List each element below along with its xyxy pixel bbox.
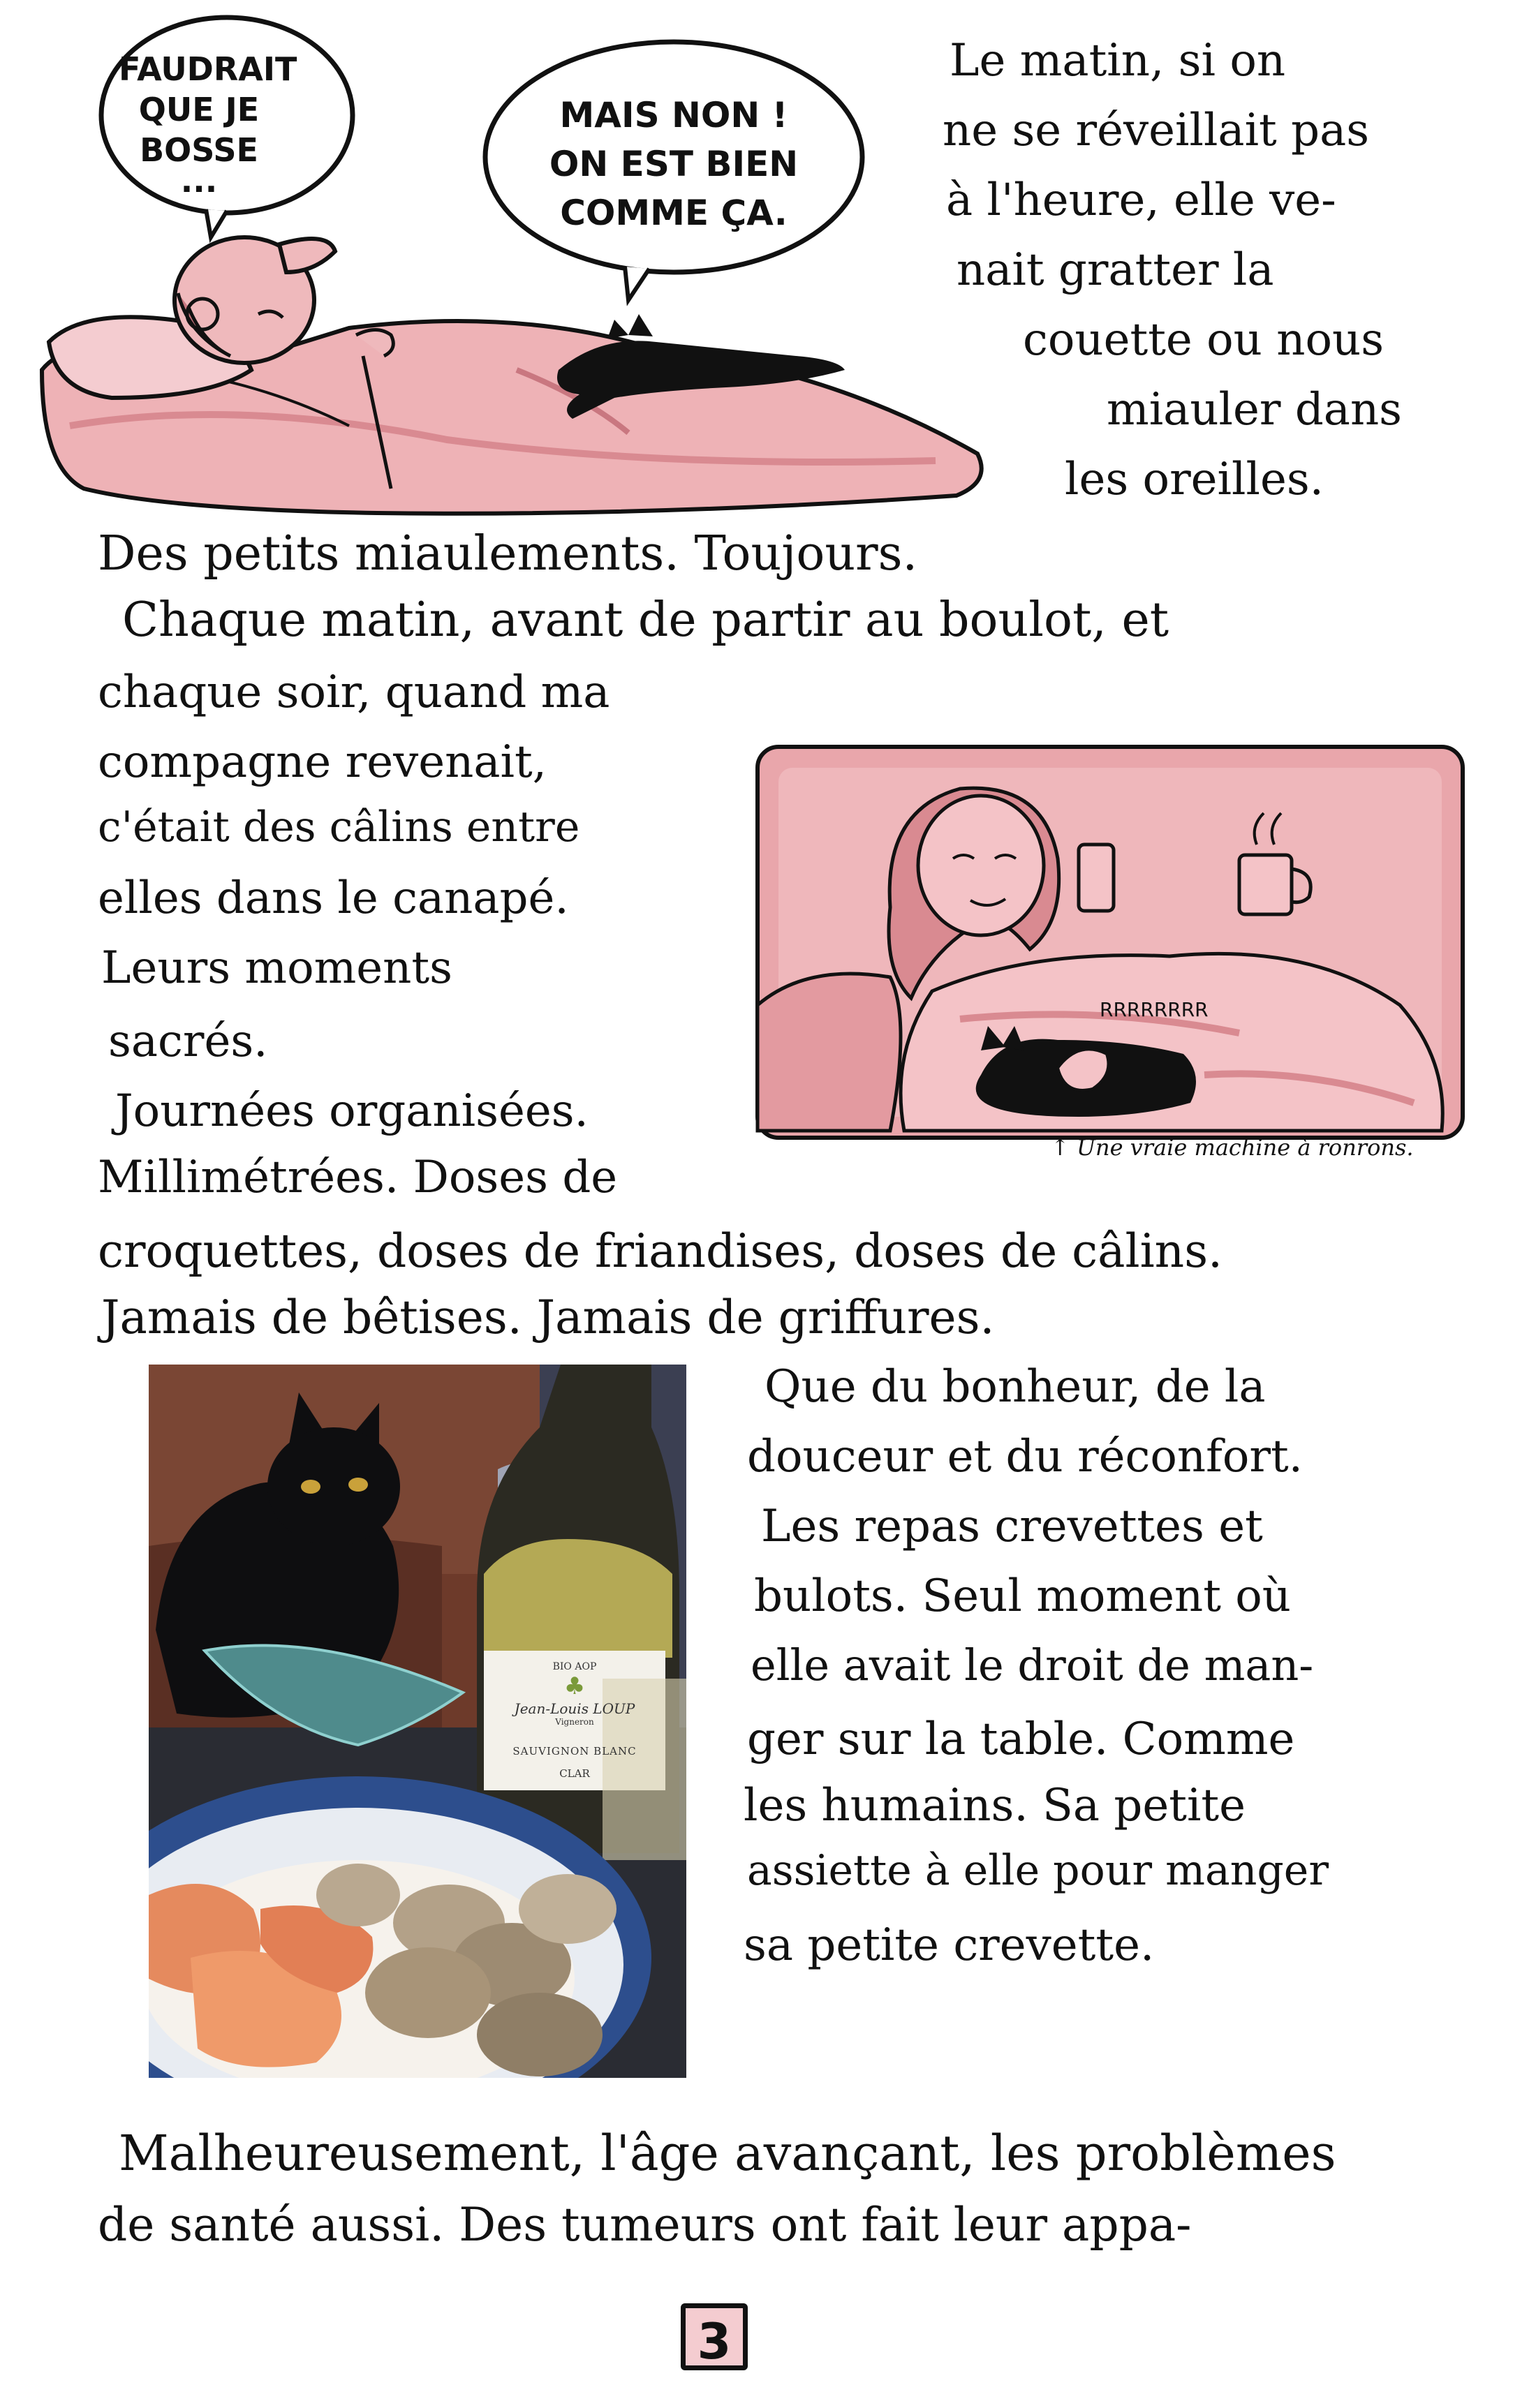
text-line: Malheureusement, l'âge avançant, les problèmes (119, 2125, 1336, 2182)
speech-bubble-right-text (499, 91, 848, 237)
bubble-right-line-1: MAIS NON ! (559, 95, 788, 135)
text-line: Que du bonheur, de la (765, 1361, 1266, 1413)
text-line: compagne revenait, (98, 736, 547, 788)
wine-label-line-3: Vigneron (555, 1717, 594, 1727)
narration-line-7: les oreilles. (1065, 454, 1324, 505)
page-number (681, 2303, 748, 2370)
narration-line-4: nait gratter la (957, 244, 1274, 296)
narration-line-6: miauler dans (1107, 384, 1402, 436)
text-line: Millimétrées. Doses de (98, 1152, 618, 1203)
caption-text: Une vraie machine à ronrons. (1076, 1134, 1414, 1161)
bubble-left-line-2: QUE JE (138, 91, 260, 128)
caption-arrow-icon: ↑ (1051, 1134, 1070, 1161)
text-line: croquettes, doses de friandises, doses de câlins. (98, 1224, 1223, 1278)
wine-label-line-2: Jean-Louis LOUP (514, 1700, 635, 1717)
narration-line-3: à l'heure, elle ve- (946, 174, 1336, 226)
bubble-left-line-4: ... (180, 162, 218, 200)
couch-arm (758, 974, 901, 1131)
page-number-text: 3 (697, 2313, 732, 2370)
panel-caption (1051, 1134, 1414, 1161)
bubble-left-line-1: FAUDRAIT (119, 50, 297, 88)
text-line: Les repas crevettes et (761, 1501, 1263, 1552)
narration-line-2: ne se réveillait pas (943, 105, 1370, 156)
text-line: de santé aussi. Des tumeurs ont fait leur appa- (98, 2198, 1192, 2252)
text-line: bulots. Seul moment où (754, 1570, 1291, 1622)
text-line: sacrés. (108, 1016, 268, 1067)
text-line: Jamais de bêtises. Jamais de griffures. (101, 1291, 995, 1344)
text-line: Leurs moments (101, 942, 452, 994)
bubble-right-line-2: ON EST BIEN (549, 144, 799, 184)
purr-sound-text: RRRRRRRR (1100, 998, 1209, 1021)
wine-label (487, 1661, 662, 1780)
bubble-left-line-3: BOSSE (140, 131, 258, 169)
speech-bubble-left-text (119, 49, 297, 200)
panel-couch-illustration (751, 740, 1477, 1159)
text-line: Journées organisées. (115, 1085, 589, 1137)
wine-label-line-4: SAUVIGNON BLANC (512, 1745, 637, 1757)
bubble-right-line-3: COMME ÇA. (560, 193, 788, 233)
wine-label-line-1: BIO AOP (552, 1661, 597, 1672)
text-line: assiette à elle pour manger (747, 1846, 1329, 1895)
text-line: chaque soir, quand ma (98, 667, 610, 718)
text-line: les humains. Sa petite (744, 1780, 1246, 1831)
text-line: elle avait le droit de man- (751, 1640, 1314, 1690)
text-line: sa petite crevette. (744, 1919, 1155, 1971)
phone (1079, 845, 1114, 911)
text-line: elles dans le canapé. (98, 872, 569, 924)
narration-line-5: couette ou nous (1023, 314, 1384, 366)
text-line: Des petits miaulements. Toujours. (98, 526, 918, 581)
text-line: c'était des câlins entre (98, 803, 580, 852)
wine-label-line-5: CLAR (559, 1767, 590, 1780)
narration-line-1: Le matin, si on (950, 35, 1286, 87)
wine-label-tree-icon: ♣ (563, 1672, 586, 1700)
text-line: Chaque matin, avant de partir au boulot, et (122, 593, 1169, 648)
text-line: ger sur la table. Comme (747, 1714, 1295, 1765)
text-line: douceur et du réconfort. (747, 1431, 1303, 1482)
